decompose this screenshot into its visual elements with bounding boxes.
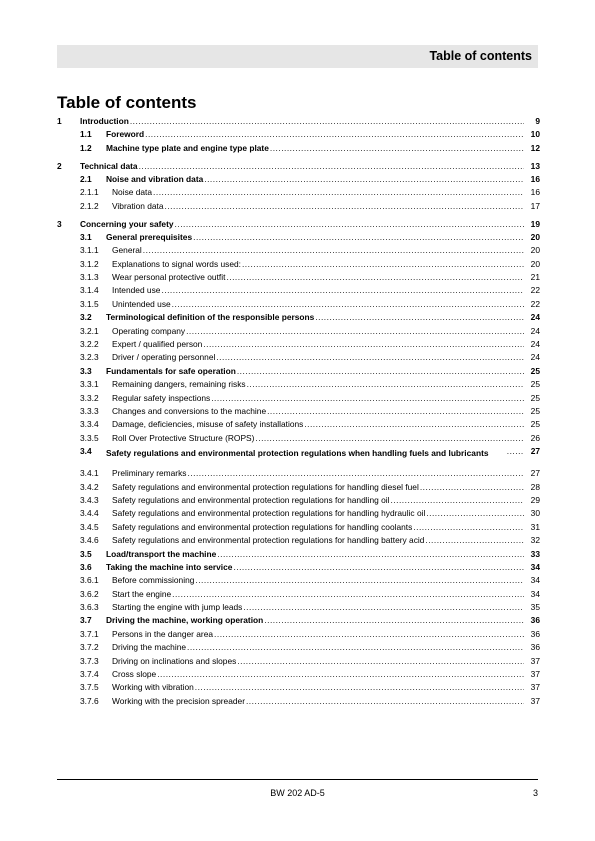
toc-leader-dots [507,445,524,458]
toc-entry-number: 3.7.4 [80,669,99,680]
toc-leader-dots [130,115,524,128]
toc-entry-number: 3.5 [80,548,92,559]
toc-entry-title: Operating company [112,325,186,336]
toc-entry[interactable] [57,218,540,231]
toc-entry[interactable] [57,311,540,324]
toc-entry-title: Safety regulations and environmental protection regulations for handling coolants [112,521,413,532]
toc-entry-number: 3.6 [80,561,92,572]
toc-entry-page: 20 [530,231,540,242]
toc-entry[interactable] [57,186,540,199]
toc-entry[interactable] [57,284,540,297]
page-title: Table of contents [57,93,197,112]
toc-leader-dots [203,338,524,351]
toc-entry-title: Changes and conversions to the machine [112,405,267,416]
toc-entry-title: Working with the precision spreader [112,695,245,706]
toc-leader-dots [243,601,524,614]
toc-entry-title: Driving on inclinations and slopes [112,655,237,666]
toc-entry[interactable] [57,200,540,213]
toc-leader-dots [172,588,524,601]
toc-entry-title: Terminological definition of the responsible persons [106,312,315,323]
toc-leader-dots [145,128,524,141]
toc-entry-title: Starting the engine with jump leads [112,602,243,613]
toc-entry-number: 3.4.3 [80,494,99,505]
toc-entry[interactable] [57,271,540,284]
toc-entry-page: 25 [530,392,540,403]
toc-entry[interactable] [57,258,540,271]
toc-entry-number: 3.4.2 [80,481,99,492]
toc-entry-number: 3.7 [80,615,92,626]
toc-entry-title: Intended use [112,285,161,296]
toc-entry[interactable] [57,351,540,364]
toc-leader-dots [187,467,524,480]
toc-entry-page: 22 [530,285,540,296]
toc-entry-number: 3.6.2 [80,588,99,599]
toc-entry[interactable] [57,548,540,561]
toc-entry[interactable] [57,115,540,128]
toc-entry-title: Safety regulations and environmental protection regulations for handling battery acid [112,535,425,546]
toc-entry-title: Working with vibration [112,682,194,693]
toc-entry[interactable] [57,467,540,480]
toc-entry[interactable] [57,160,540,173]
toc-entry-page: 37 [530,695,540,706]
toc-leader-dots [242,258,524,271]
toc-entry-title: Vibration data [112,200,164,211]
toc-leader-dots [204,173,524,186]
toc-entry[interactable] [57,561,540,574]
toc-entry[interactable] [57,298,540,311]
toc-entry[interactable] [57,128,540,141]
toc-leader-dots [195,574,524,587]
toc-entry-page: 28 [530,481,540,492]
toc-entry-title: Wear personal protective outfit [112,272,226,283]
toc-entry-number: 3.3.3 [80,405,99,416]
toc-leader-dots [157,668,524,681]
toc-entry-title: Fundamentals for safe operation [106,365,236,376]
toc-entry-page: 20 [530,258,540,269]
toc-entry[interactable] [57,338,540,351]
toc-entry-title: Driving the machine, working operation [106,615,264,626]
toc-entry-title: Before commissioning [112,575,195,586]
toc-entry-page: 9 [535,116,540,126]
toc-entry[interactable] [57,507,540,520]
table-of-contents [57,115,540,708]
toc-entry-number: 2.1 [80,173,92,184]
toc-leader-dots [186,325,524,338]
toc-entry-page: 36 [530,615,540,626]
toc-entry-title: Roll Over Protective Structure (ROPS) [112,432,255,443]
toc-entry[interactable] [57,378,540,391]
toc-entry-page: 30 [530,508,540,519]
toc-entry-title: Driving the machine [112,642,187,653]
toc-leader-dots [237,655,524,668]
toc-entry-number: 3.1.1 [80,245,99,256]
toc-entry-page: 19 [530,218,540,229]
toc-entry[interactable] [57,574,540,587]
toc-entry-number: 3.6.1 [80,575,99,586]
toc-entry-page: 33 [530,548,540,559]
toc-entry-page: 16 [530,187,540,198]
toc-entry-title: Noise data [112,187,153,198]
toc-entry-number: 3.2.1 [80,325,99,336]
toc-entry-number: 2.1.1 [80,187,99,198]
toc-leader-dots [172,298,524,311]
footer-divider [57,779,538,780]
toc-leader-dots [165,200,524,213]
toc-entry-page: 24 [530,339,540,350]
toc-entry-title: Explanations to signal words used: [112,258,241,269]
toc-entry-title: Safety regulations and environmental protection regulations for handling oil [112,494,390,505]
toc-entry-number: 1 [57,116,62,126]
toc-entry[interactable] [57,628,540,641]
toc-leader-dots [139,160,524,173]
toc-entry-number: 3.1.2 [80,258,99,269]
toc-entry-number: 3.1.5 [80,298,99,309]
toc-entry-number: 3.3 [80,365,92,376]
footer-page-number: 3 [532,788,538,798]
toc-entry-title: Driver / operating personnel [112,352,216,363]
toc-entry-page: 37 [530,669,540,680]
toc-entry-page: 34 [530,575,540,586]
toc-entry[interactable] [57,601,540,614]
toc-entry[interactable] [57,244,540,257]
toc-entry[interactable] [57,588,540,601]
toc-entry-number: 3.1.3 [80,272,99,283]
toc-entry-page: 12 [530,142,540,153]
toc-entry-number: 1.1 [80,129,92,140]
toc-entry[interactable] [57,418,540,431]
toc-leader-dots [304,418,524,431]
toc-entry-page: 22 [530,298,540,309]
toc-entry-number: 3.7.2 [80,642,99,653]
toc-entry-title: Foreword [106,129,145,140]
toc-leader-dots [267,405,524,418]
toc-entry-number: 3.4.6 [80,535,99,546]
toc-leader-dots [153,186,524,199]
toc-entry-number: 2.1.2 [80,200,99,211]
toc-entry-page: 25 [530,379,540,390]
toc-entry-title: Persons in the danger area [112,628,214,639]
toc-entry-number: 3.4.5 [80,521,99,532]
toc-entry-page: 31 [530,521,540,532]
toc-entry-page: 27 [530,468,540,479]
toc-entry[interactable] [57,641,540,654]
toc-leader-dots [255,432,524,445]
toc-entry-title: General prerequisites [106,231,193,242]
toc-entry-number: 3.1 [80,231,92,242]
toc-entry-title: Start the engine [112,588,172,599]
toc-entry-number: 3.2.2 [80,339,99,350]
toc-leader-dots [246,695,524,708]
toc-leader-dots [175,218,524,231]
toc-entry[interactable] [57,231,540,244]
toc-entry-title: Taking the machine into service [106,561,233,572]
toc-entry-number: 3.4.1 [80,468,99,479]
footer-document-id: BW 202 AD-5 [270,788,325,798]
toc-leader-dots [264,614,524,627]
toc-entry-page: 25 [530,365,540,376]
toc-entry-title: Safety regulations and environmental protection regulations when handling fuels and lubricants [106,447,489,458]
toc-entry-number: 3.7.1 [80,628,99,639]
toc-entry-title: Remaining dangers, remaining risks [112,379,246,390]
toc-entry-page: 29 [530,494,540,505]
toc-entry-number: 1.2 [80,142,92,153]
toc-entry[interactable] [57,695,540,708]
toc-entry[interactable] [57,173,540,186]
toc-entry-title: Noise and vibration data [106,173,204,184]
toc-entry-number: 3.3.1 [80,379,99,390]
toc-entry[interactable] [57,655,540,668]
toc-entry-page: 27 [530,446,541,457]
toc-entry-title: Introduction [80,116,129,126]
toc-entry-page: 36 [530,642,540,653]
toc-entry-title: Regular safety inspections [112,392,211,403]
toc-entry-title: Expert / qualified person [112,339,203,350]
toc-entry-page: 24 [530,325,540,336]
toc-entry-title: Unintended use [112,298,171,309]
toc-leader-dots [247,378,524,391]
toc-leader-dots [217,548,524,561]
toc-entry[interactable] [57,405,540,418]
toc-entry-title: Technical data [80,160,138,171]
toc-entry-number: 3.2.3 [80,352,99,363]
toc-entry-page: 35 [530,602,540,613]
toc-entry[interactable] [57,614,540,627]
toc-leader-dots [193,231,524,244]
toc-leader-dots [390,494,524,507]
toc-leader-dots [216,351,524,364]
toc-leader-dots [161,284,524,297]
toc-entry[interactable] [57,142,540,155]
toc-leader-dots [214,628,524,641]
toc-leader-dots [413,521,524,534]
toc-entry-number: 3.7.5 [80,682,99,693]
toc-leader-dots [420,481,524,494]
toc-entry[interactable] [57,494,540,507]
toc-entry-page: 36 [530,628,540,639]
toc-entry-number: 3.3.5 [80,432,99,443]
toc-entry-title: Damage, deficiencies, misuse of safety installations [112,419,304,430]
toc-entry[interactable] [57,534,540,547]
toc-entry-title: Safety regulations and environmental protection regulations for handling hydraulic oil [112,508,426,519]
toc-leader-dots [187,641,524,654]
toc-entry[interactable] [57,445,540,467]
toc-entry-number: 3.4 [80,446,92,457]
toc-entry-number: 3.3.4 [80,419,99,430]
toc-entry-number: 3.6.3 [80,602,99,613]
toc-leader-dots [426,507,524,520]
toc-entry-number: 3.7.3 [80,655,99,666]
toc-leader-dots [195,681,524,694]
toc-entry-page: 34 [530,588,540,599]
toc-leader-dots [143,244,524,257]
toc-entry-page: 25 [530,405,540,416]
toc-entry[interactable] [57,681,540,694]
toc-leader-dots [270,142,524,155]
toc-entry-page: 13 [530,160,540,171]
toc-entry-page: 24 [530,352,540,363]
toc-entry[interactable] [57,365,540,378]
toc-entry-number: 2 [57,160,62,171]
toc-entry-page: 32 [530,535,540,546]
toc-entry-page: 37 [530,655,540,666]
toc-entry-number: 3.7.6 [80,695,99,706]
toc-leader-dots [233,561,524,574]
toc-entry[interactable] [57,392,540,405]
toc-entry-title: Concerning your safety [80,218,174,229]
toc-entry-number: 3.4.4 [80,508,99,519]
toc-leader-dots [226,271,524,284]
toc-leader-dots [425,534,524,547]
toc-entry[interactable] [57,432,540,445]
toc-entry[interactable] [57,481,540,494]
toc-entry-number: 3.3.2 [80,392,99,403]
toc-entry-title: Safety regulations and environmental protection regulations for handling diesel fuel [112,481,419,492]
toc-entry-page: 17 [530,200,540,211]
toc-entry-title: Cross slope [112,669,157,680]
toc-entry-title: Load/transport the machine [106,548,217,559]
toc-entry-title: Preliminary remarks [112,468,187,479]
toc-entry-page: 21 [530,272,540,283]
toc-entry[interactable] [57,521,540,534]
toc-entry-title: Machine type plate and engine type plate [106,142,269,153]
toc-entry-page: 37 [530,682,540,693]
toc-entry-page: 10 [530,129,540,140]
toc-leader-dots [237,365,524,378]
toc-entry-number: 3.2 [80,312,92,323]
toc-entry[interactable] [57,668,540,681]
toc-entry[interactable] [57,325,540,338]
toc-entry-number: 3.1.4 [80,285,99,296]
toc-entry-page: 34 [530,561,540,572]
page-header [57,45,538,68]
toc-entry-page: 16 [530,173,540,184]
toc-entry-page: 25 [530,419,540,430]
toc-leader-dots [211,392,524,405]
header-title: Table of contents [429,49,532,63]
toc-entry-number: 3 [57,218,62,229]
toc-entry-page: 26 [530,432,540,443]
toc-entry-page: 24 [530,312,540,323]
toc-entry-title: General [112,245,142,256]
toc-entry-page: 20 [530,245,540,256]
toc-leader-dots [315,311,524,324]
